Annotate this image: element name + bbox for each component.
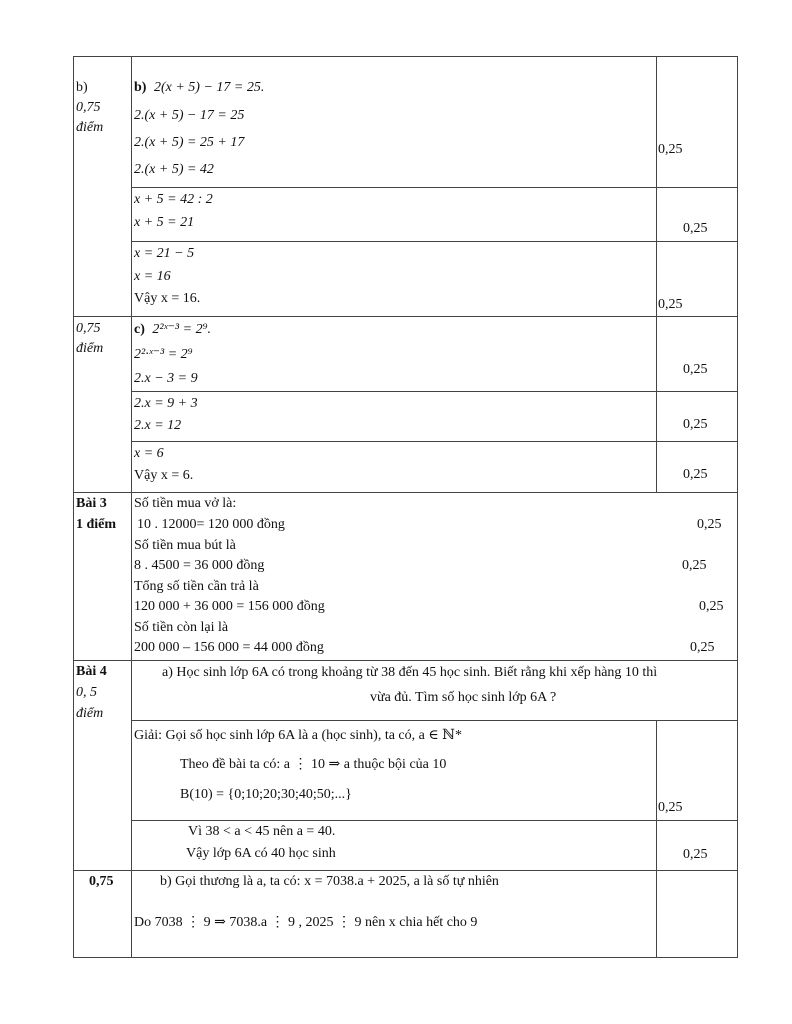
row-c-conclusion: Vậy x = 6. [134,468,194,483]
row-divider [131,720,737,721]
row-b-left-unit: điểm [76,120,104,135]
row-divider [73,316,737,317]
row-b-score: 0,25 [658,142,683,157]
table-border-left [73,56,74,958]
last-row-line: b) Gọi thương là a, ta có: x = 7038.a + 2025, a là số tự nhiên [160,874,499,889]
row-c-left-unit: điểm [76,341,104,356]
bai4-score: 0,25 [658,800,683,815]
table-border-top [73,56,737,57]
row-b-step: x + 5 = 21 [134,215,195,230]
bai4-unit: điểm [76,706,104,721]
bai3-line: 8 . 4500 = 36 000 đồng [134,558,265,573]
row-b-score: 0,25 [683,221,708,236]
row-c-title: c) [134,322,145,337]
bai3-score: 0,25 [699,599,724,614]
bai4-solution-line: Vì 38 < a < 45 nên a = 40. [188,824,336,839]
bai3-points: 1 điểm [76,517,117,532]
row-b-left-label: b) [76,80,88,95]
column-divider-score [656,720,657,870]
row-divider [131,391,737,392]
row-c-heading [134,321,211,339]
bai3-label: Bài 3 [76,496,107,511]
bai4-question: a) Học sinh lớp 6A có trong khoảng từ 38 đến 45 học sinh. Biết rằng khi xếp hàng 10 thì [162,665,658,680]
row-b-step: x + 5 = 42 : 2 [134,192,213,207]
table-border-right [737,56,738,958]
row-divider [73,870,737,871]
row-b-step: 2.(x + 5) = 25 + 17 [134,135,245,150]
row-c-step: 2.x = 12 [134,418,182,433]
row-b-step: x = 16 [134,269,171,284]
bai4-solution-line: Vậy lớp 6A có 40 học sinh [186,846,336,861]
row-divider [131,820,737,821]
row-b-left-points: 0,75 [76,100,101,115]
last-row-line: Do 7038 ⋮ 9 ⇒ 7038.a ⋮ 9 , 2025 ⋮ 9 nên x chia hết cho 9 [134,915,478,930]
bai3-line: Số tiền còn lại là [134,620,229,635]
row-divider [73,660,737,661]
row-divider [73,492,737,493]
bai3-score: 0,25 [697,517,722,532]
row-b-score: 0,25 [658,297,683,312]
row-b-conclusion: Vậy x = 16. [134,291,201,306]
row-b-step: 2.(x + 5) − 17 = 25 [134,108,245,123]
row-b-step: x = 21 − 5 [134,246,195,261]
bai3-line: 200 000 – 156 000 = 44 000 đồng [134,640,324,655]
bai3-line: 120 000 + 36 000 = 156 000 đồng [134,599,325,614]
column-divider-left [131,56,132,958]
bai3-line: Tổng số tiền cần trả là [134,579,259,594]
row-c-equation: 2²ˣ⁻³ = 2⁹. [152,322,211,337]
row-c-left-points: 0,75 [76,321,101,336]
bai4-solution-line: B(10) = {0;10;20;30;40;50;...} [180,787,352,802]
row-c-step: 2.x − 3 = 9 [134,371,198,386]
last-row-points: 0,75 [89,874,114,889]
bai4-points: 0, 5 [76,685,97,700]
bai4-score: 0,25 [683,847,708,862]
row-divider [131,187,737,188]
row-divider [131,441,737,442]
row-c-step: 2²·ˣ⁻³ = 2⁹ [134,347,193,362]
table-border-bottom [73,957,737,958]
row-divider [131,241,737,242]
row-b-equation: 2(x + 5) − 17 = 25. [153,80,265,95]
row-b-heading [134,79,264,97]
row-b-title: b) [134,80,147,95]
bai3-line: 10 . 12000= 120 000 đồng [137,517,285,532]
bai3-line: Số tiền mua vở là: [134,496,237,511]
bai3-score: 0,25 [682,558,707,573]
bai3-score: 0,25 [690,640,715,655]
row-c-step: 2.x = 9 + 3 [134,396,198,411]
bai4-question: vừa đủ. Tìm số học sinh lớp 6A ? [370,690,557,705]
row-b-step: 2.(x + 5) = 42 [134,162,214,177]
column-divider-score [656,870,657,958]
bai3-line: Số tiền mua bút là [134,538,236,553]
row-c-score: 0,25 [683,467,708,482]
bai4-label: Bài 4 [76,664,107,679]
row-c-score: 0,25 [683,417,708,432]
row-c-score: 0,25 [683,362,708,377]
row-c-step: x = 6 [134,446,164,461]
bai4-solution-line: Theo đề bài ta có: a ⋮ 10 ⇒ a thuộc bội của 10 [180,757,447,772]
column-divider-score [656,56,657,492]
bai4-solution-line: Giải: Gọi số học sinh lớp 6A là a (học sinh), ta có, a ∈ ℕ* [134,728,463,743]
